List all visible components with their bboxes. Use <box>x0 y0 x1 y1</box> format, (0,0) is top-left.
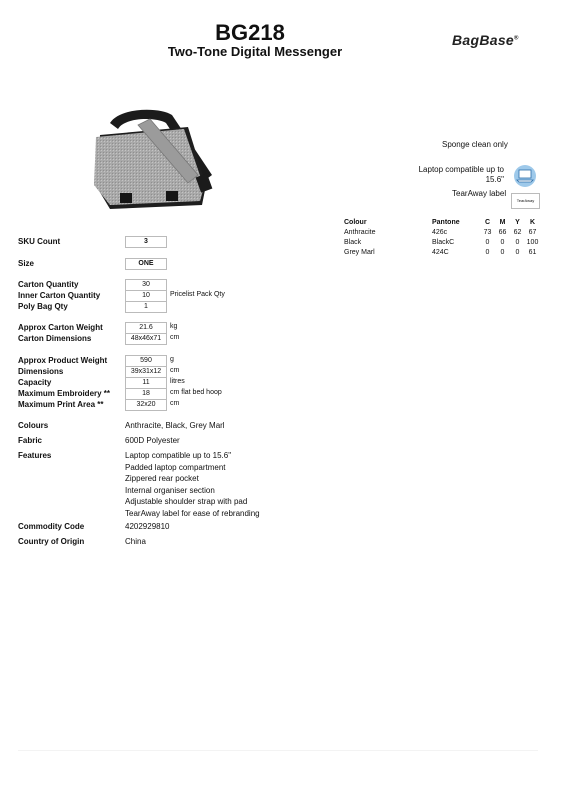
product-name: Two-Tone Digital Messenger <box>167 44 343 59</box>
tearaway-icon-text: TearAway <box>516 198 535 203</box>
col-header-m: M <box>499 219 506 226</box>
list-item: Padded laptop compartment <box>125 462 226 472</box>
care-sponge-clean: Sponge clean only <box>442 140 508 149</box>
list-item: Internal organiser section <box>125 485 215 495</box>
size-label: Size <box>18 259 35 268</box>
list-item: Adjustable shoulder strap with pad <box>125 497 248 507</box>
list-item: TearAway label for ease of rebranding <box>125 508 260 518</box>
col-header-y: Y <box>515 219 520 226</box>
cmyk-k: 61 <box>528 249 537 256</box>
dimensions-label: Dimensions <box>18 367 64 376</box>
product-weight-unit: g <box>170 356 174 363</box>
cmyk-m: 0 <box>500 239 505 246</box>
cmyk-c: 73 <box>483 229 492 236</box>
carton-dimensions-label: Carton Dimensions <box>18 334 92 343</box>
cmyk-y: 0 <box>515 249 520 256</box>
colour-table-header <box>344 218 540 228</box>
carton-dimensions-unit: cm <box>170 334 180 341</box>
colour-table <box>344 218 540 258</box>
pantone-code: 424C <box>432 249 449 256</box>
laptop-icon <box>512 164 538 188</box>
max-embroidery-label: Maximum Embroidery ** <box>18 389 111 398</box>
max-print-area-label: Maximum Print Area ** <box>18 400 104 409</box>
fabric-value: 600D Polyester <box>125 436 180 445</box>
commodity-code-label: Commodity Code <box>18 522 85 531</box>
carton-weight-label: Approx Carton Weight <box>18 323 103 332</box>
table-row <box>344 238 540 248</box>
cmyk-k: 100 <box>526 239 539 246</box>
product-image <box>80 105 225 215</box>
list-item: Laptop compatible up to 15.6" <box>125 451 232 460</box>
colour-name: Anthracite <box>344 229 376 236</box>
brand-registered-mark: ® <box>514 35 519 42</box>
product-code: BG218 <box>215 20 285 45</box>
max-embroidery-unit: cm flat bed hoop <box>170 389 222 396</box>
table-row <box>344 228 540 238</box>
col-header-pantone: Pantone <box>432 219 460 226</box>
cmyk-k: 67 <box>528 229 537 236</box>
col-header-k: K <box>529 219 536 226</box>
size-value: ONE <box>125 258 167 270</box>
pantone-code: 426c <box>432 229 448 236</box>
country-of-origin-value: China <box>125 537 146 546</box>
dimensions-value: 39x31x12 <box>125 366 167 378</box>
colours-value: Anthracite, Black, Grey Marl <box>125 421 225 430</box>
carton-dimensions-value: 48x46x71 <box>125 333 167 345</box>
colours-label: Colours <box>18 421 49 430</box>
list-item: Zippered rear pocket <box>125 474 199 484</box>
brand-logo <box>452 32 519 48</box>
carton-weight-unit: kg <box>170 323 178 330</box>
inner-carton-quantity-label: Inner Carton Quantity <box>18 291 101 300</box>
product-weight-label: Approx Product Weight <box>18 356 108 365</box>
country-of-origin-label: Country of Origin <box>18 537 85 546</box>
tearaway-icon <box>511 193 540 209</box>
capacity-value: 11 <box>125 377 167 389</box>
max-print-area-value: 32x20 <box>125 399 167 411</box>
care-tearaway-label: TearAway label <box>452 189 507 198</box>
col-header-c: C <box>484 219 491 226</box>
product-weight-value: 590 <box>125 355 167 367</box>
care-laptop-compatible: Laptop compatible up to 15.6" <box>418 165 504 184</box>
poly-bag-qty-value: 1 <box>125 301 167 313</box>
fabric-label: Fabric <box>18 436 43 445</box>
table-row <box>344 248 540 258</box>
features-label: Features <box>18 451 52 460</box>
cmyk-c: 0 <box>485 239 490 246</box>
inner-carton-quantity-value: 10 <box>125 290 167 302</box>
capacity-unit: litres <box>170 378 185 385</box>
poly-bag-qty-label: Poly Bag Qty <box>18 302 68 311</box>
cmyk-c: 0 <box>485 249 490 256</box>
carton-weight-value: 21.6 <box>125 322 167 334</box>
brand-name: BagBase <box>452 32 515 48</box>
colour-name: Black <box>344 239 362 246</box>
col-header-colour: Colour <box>344 219 367 226</box>
cmyk-m: 66 <box>498 229 507 236</box>
max-embroidery-value: 18 <box>125 388 167 400</box>
footer-divider <box>18 750 538 751</box>
commodity-code-value: 4202929810 <box>125 522 170 531</box>
pantone-code: BlackC <box>432 239 455 246</box>
colour-name: Grey Marl <box>344 249 375 256</box>
carton-quantity-value: 30 <box>125 279 167 291</box>
cmyk-m: 0 <box>500 249 505 256</box>
dimensions-unit: cm <box>170 367 180 374</box>
cmyk-y: 0 <box>515 239 520 246</box>
sku-count-label: SKU Count <box>18 237 61 246</box>
sku-count-value: 3 <box>125 236 167 248</box>
features-list <box>125 450 260 520</box>
carton-quantity-label: Carton Quantity <box>18 280 79 289</box>
capacity-label: Capacity <box>18 378 52 387</box>
max-print-area-unit: cm <box>170 400 180 407</box>
cmyk-y: 62 <box>513 229 522 236</box>
pricelist-pack-note: Pricelist Pack Qty <box>170 291 225 298</box>
